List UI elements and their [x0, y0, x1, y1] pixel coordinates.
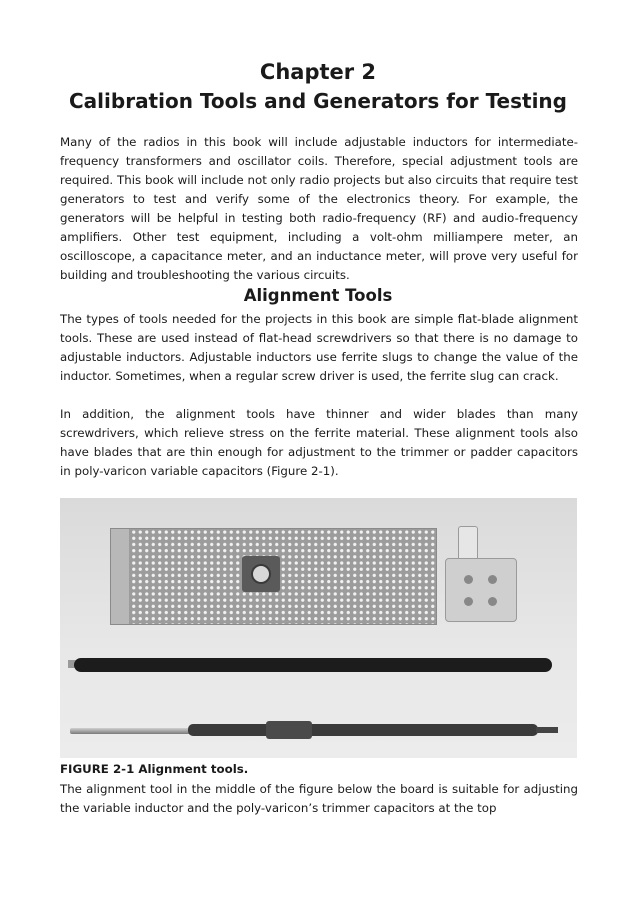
trimmer-hole: [488, 575, 497, 584]
closing-paragraph: The alignment tool in the middle of the figure below the board is suitable for adjusting the variable inductor and the poly-varicon’s trimmer capacitors at the top: [60, 782, 578, 815]
section-paragraph-1: The types of tools needed for the projects in this book are simple flat-blade alignment tools. These are used instead of flat-head screwdrivers so that there is no damage to adjustable inductors. Adjustable inductors use ferrite slugs to change the value of the inductor. Sometimes, when a regular screw driver is used, the ferrite slug can crack.: [60, 312, 578, 383]
variable-inductor: [242, 556, 280, 592]
poly-varicon-capacitor: [445, 558, 517, 622]
inductor-slug: [251, 564, 271, 584]
alignment-tool-1: [74, 658, 552, 672]
capacitor-shaft: [458, 526, 478, 562]
trimmer-hole: [464, 597, 473, 606]
chapter-title: Calibration Tools and Generators for Testing: [69, 89, 567, 113]
figure-caption: FIGURE 2-1 Alignment tools.: [60, 762, 249, 776]
intro-paragraph: Many of the radios in this book will include adjustable inductors for intermediate-frequency transformers and oscillator coils. Therefore, special adjustment tools are required. This book will include not only radio projects but also circuits that require test generators to test and verify some of the electronics theory. For example, the generators will be helpful in testing both radio-frequency (RF) and audio-frequency amplifiers. Other test equipment, including a volt-ohm milliampere meter, an oscilloscope, a capacitance meter, and an inductance meter, will prove very useful for building and troubleshooting the various circuits.: [60, 135, 578, 282]
alignment-tool-2-grip: [266, 721, 312, 739]
trimmer-hole: [464, 575, 473, 584]
alignment-tool-2-tip: [536, 727, 558, 733]
trimmer-hole: [488, 597, 497, 606]
alignment-tool-2: [188, 724, 538, 736]
alignment-tool-2-blade: [70, 728, 190, 734]
figure-photo: [60, 498, 577, 758]
section-paragraph-2: In addition, the alignment tools have thinner and wider blades than many screwdrivers, which relieve stress on the ferrite material. These alignment tools also have blades that are thin enough for adjustment to the trimmer or padder capacitors in poly-varicon variable capacitors (Figure 2-1).: [60, 407, 578, 478]
chapter-number: Chapter 2: [259, 60, 377, 84]
section-heading: Alignment Tools: [243, 286, 393, 305]
perfboard-edge: [111, 529, 129, 624]
